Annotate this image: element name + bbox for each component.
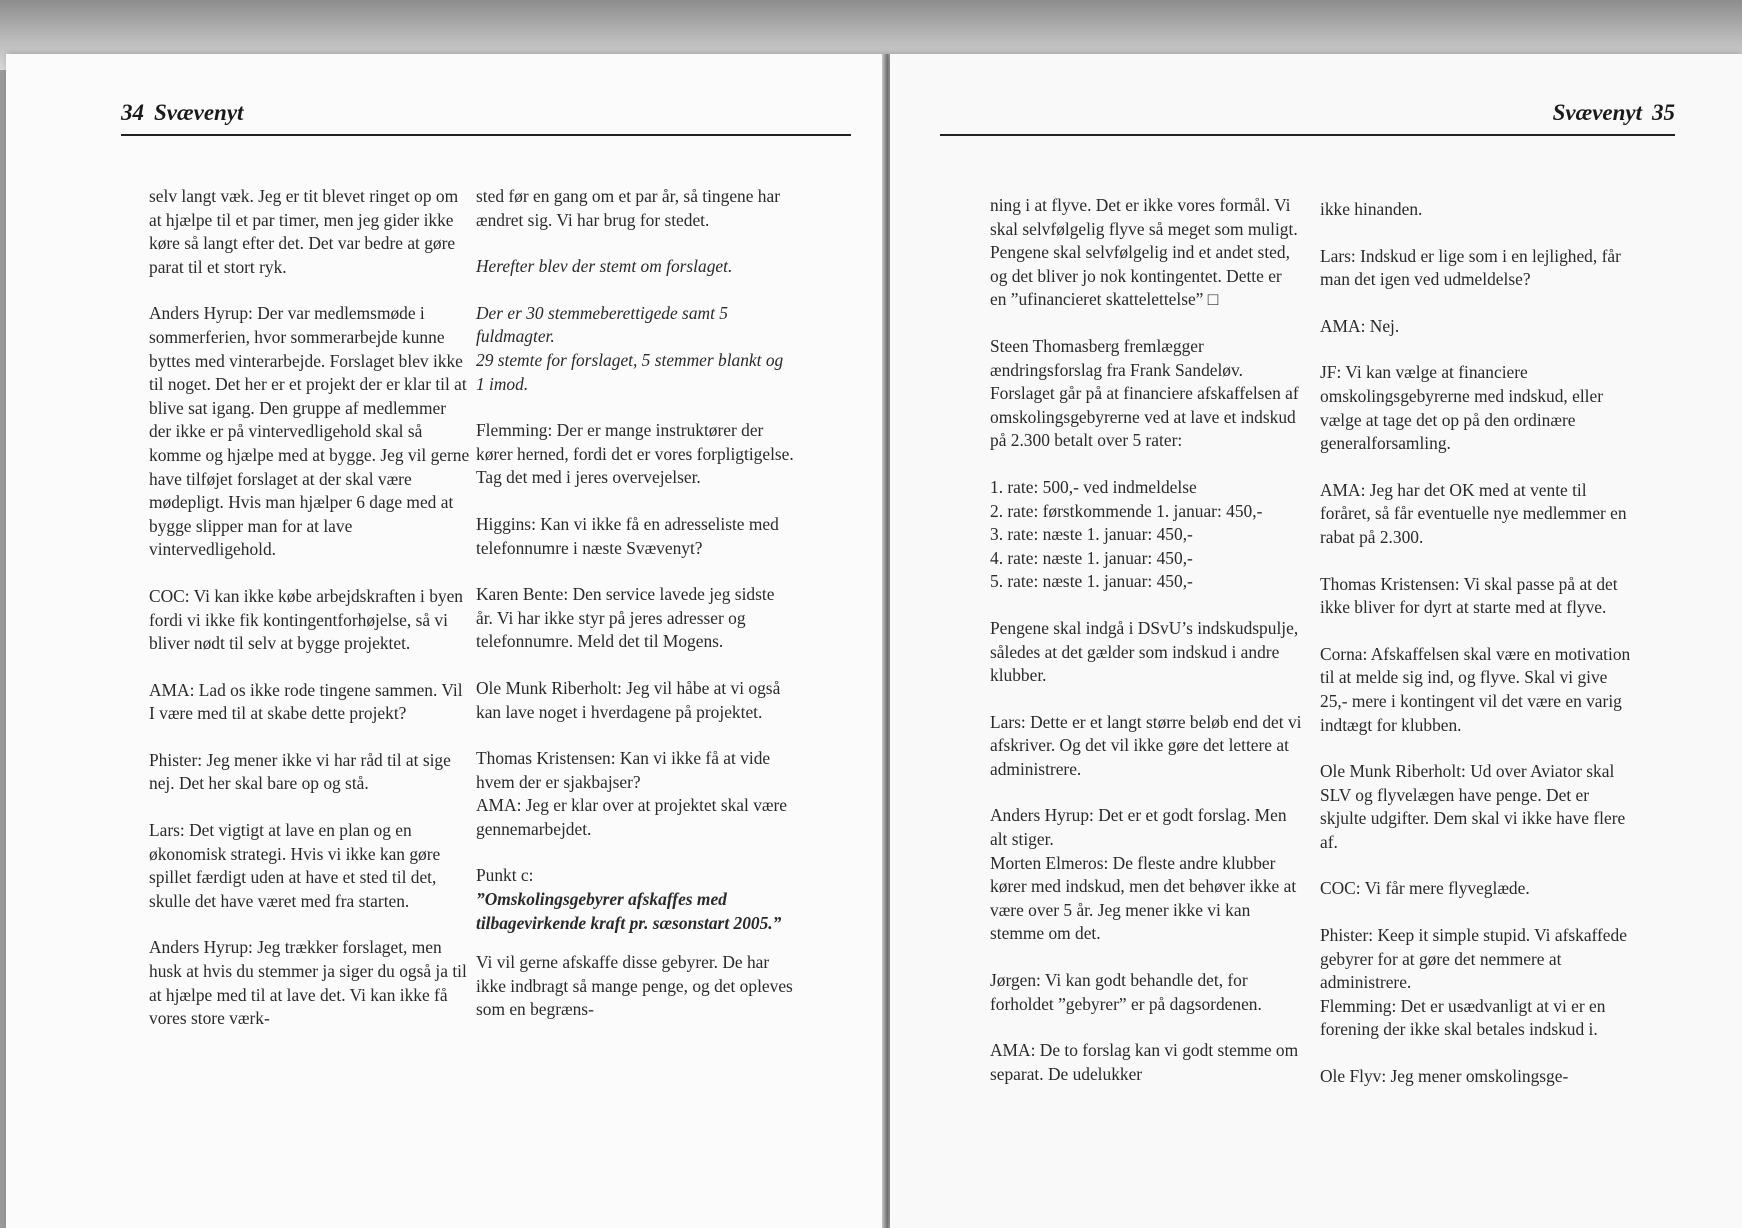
list-item: 1. rate: 500,- ved indmeldelse (990, 476, 1197, 497)
header-rule (121, 134, 851, 136)
list-item: 5. rate: næste 1. januar: 450,- (990, 571, 1193, 592)
vote-note: Herefter blev der stemt om forslaget. (476, 256, 733, 277)
paragraph: AMA: Lad os ikke rode tingene sammen. Vil I være med til at skabe dette projekt? (149, 679, 463, 724)
left-column-1 (149, 185, 471, 1031)
header-rule (940, 134, 1675, 136)
paragraph: Steen Thomasberg fremlægger ændringsforslag fra Frank Sandeløv. Forslaget går på at financiere afskaffelsen af omskolingsgebyrerne ved at lave et indskud på 2.300 betalt over 5 rater: (990, 335, 1299, 451)
paragraph: COC: Vi får mere flyveglæde. (1320, 878, 1530, 899)
paragraph: Morten Elmeros: De fleste andre klubber kører med indskud, men det behøver ikke at være over 5 år. Jeg mener ikke vi kan stemme om det. (990, 852, 1297, 944)
right-page (890, 54, 1742, 1228)
vote-result: 29 stemte for forslaget, 5 stemmer blankt og 1 imod. (476, 349, 784, 394)
paragraph: Phister: Jeg mener ikke vi har råd til at sige nej. Det her skal bare op og stå. (149, 749, 451, 794)
agenda-proposal: ”Omskolingsgebyrer afskaffes med tilbagevirkende kraft pr. sæsonstart 2005.” (476, 889, 782, 933)
paragraph: Corna: Afskaffelsen skal være en motivation til at melde sig ind, og flyve. Skal vi give 25,- mere i kontingent vil det være en varig indtægt for klubben. (1320, 643, 1631, 735)
paragraph: ning i at flyve. Det er ikke vores formål. Vi skal selvfølgelig flyve så meget som muligt. Pengene skal selvfølgelig ind et andet sted, og det bliver jo nok kontingentet. Dette er en ”ufinancieret skattelettelse” □ (990, 195, 1298, 310)
paragraph: AMA: Jeg har det OK med at vente til foråret, så får eventuelle nye medlemmer en rabat på 2.300. (1320, 479, 1627, 547)
paragraph: Lars: Indskud er lige som i en lejlighed, får man det igen ved udmeldelse? (1320, 245, 1621, 290)
paragraph: Lars: Det vigtigt at lave en plan og en økonomisk strategi. Hvis vi ikke kan gøre spillet færdigt uden at have et sted til det, skulle det have været med fra starten. (149, 820, 441, 911)
paragraph: ikke hinanden. (1320, 199, 1423, 219)
paragraph: Thomas Kristensen: Vi skal passe på at det ikke bliver for dyrt at starte med at flyve. (1320, 573, 1618, 618)
paragraph: Ole Munk Riberholt: Jeg vil håbe at vi også kan lave noget i hverdagene på projektet. (476, 677, 781, 722)
paragraph: selv langt væk. Jeg er tit blevet ringet op om at hjælpe til et par timer, men jeg gider ikke køre så langt efter det. Det var bedre at gøre parat til et stort ryk. (149, 186, 459, 277)
paragraph: Ole Flyv: Jeg mener omskolingsge- (1320, 1066, 1569, 1087)
right-page-header (940, 100, 1675, 134)
vote-count: Der er 30 stemmeberettigede samt 5 fuldmagter. (476, 302, 728, 347)
paragraph: Flemming: Der er mange instruktører der kører herned, fordi det er vores forpligtigelse. Tag det med i jeres overvejelser. (476, 420, 794, 488)
paragraph: AMA: De to forslag kan vi godt stemme om separat. De udelukker (990, 1040, 1299, 1084)
right-column-2 (1320, 198, 1638, 1089)
left-page-header (121, 100, 851, 134)
rate-list (990, 476, 1302, 594)
page-number: 35 (1652, 100, 1675, 125)
paragraph: Anders Hyrup: Jeg trækker forslaget, men husk at hvis du stemmer ja siger du også ja til at hjælpe med til at lave det. Vi kan ikke få vores store værk- (149, 937, 467, 1029)
publication-title: Svævenyt (1552, 100, 1642, 125)
paragraph: Thomas Kristensen: Kan vi ikke få at vide hvem der er sjakbajser? (476, 748, 771, 792)
paragraph: Flemming: Det er usædvanligt at vi er en forening der ikke skal betales indskud i. (1320, 995, 1606, 1040)
publication-title: Svævenyt (154, 100, 244, 125)
paragraph: Pengene skal indgå i DSvU’s indskudspulje, således at det gælder som indskud i andre klubber. (990, 617, 1299, 686)
paragraph: Karen Bente: Den service lavede jeg sidste år. Vi har ikke styr på jeres adresser og telefonnumre. Meld det til Mogens. (476, 584, 775, 652)
agenda-point: Punkt c: (476, 865, 534, 886)
paragraph: Anders Hyrup: Det er et godt forslag. Men alt stiger. (990, 805, 1287, 850)
left-page (6, 54, 886, 1228)
paragraph: Vi vil gerne afskaffe disse gebyrer. De har ikke indbragt så mange penge, og det opleves som en begræns- (476, 952, 793, 1020)
paragraph: AMA: Jeg er klar over at projektet skal være gennemarbejdet. (476, 795, 788, 839)
paragraph: JF: Vi kan vælge at financiere omskolingsgebyrerne med indskud, eller vælge at tage det op på den ordinære generalforsamling. (1320, 362, 1604, 454)
list-item: 2. rate: førstkommende 1. januar: 450,- (990, 500, 1263, 521)
list-item: 4. rate: næste 1. januar: 450,- (990, 547, 1193, 568)
paragraph: Jørgen: Vi kan godt behandle det, for forholdet ”gebyrer” er på dagsordenen. (990, 970, 1262, 1014)
paragraph: sted før en gang om et par år, så tingene har ændret sig. Vi har brug for stedet. (476, 186, 781, 230)
right-column-1 (990, 194, 1302, 1086)
left-column-2 (476, 185, 794, 1022)
paragraph: Higgins: Kan vi ikke få en adresseliste med telefonnumre i næste Svævenyt? (476, 513, 779, 558)
paragraph: AMA: Nej. (1320, 315, 1400, 336)
paragraph: Anders Hyrup: Der var medlemsmøde i sommerferien, hvor sommerarbejde kunne byttes med vinterarbejde. Forslaget blev ikke til noget. Det her er et projekt der er klar til at blive sat igang. Den gruppe af medlemmer der ikke er på vintervedligehold skal så komme og hjælpe med at bygge. Jeg vil gerne have tilføjet forslaget at der skal være mødepligt. Hvis man hjælper 6 dage med at bygge slipper man for at lave vintervedligehold. (149, 303, 470, 560)
paragraph: COC: Vi kan ikke købe arbejdskraften i byen fordi vi ikke fik kontingentforhøjelse, så vi bliver nødt til selv at bygge projektet. (149, 585, 464, 654)
paragraph: Lars: Dette er et langt større beløb end det vi afskriver. Og det vil ikke gøre det lettere at administrere. (990, 711, 1302, 779)
paragraph: Phister: Keep it simple stupid. Vi afskaffede gebyrer for at gøre det nemmere at administrere. (1320, 925, 1627, 993)
paragraph: Ole Munk Riberholt: Ud over Aviator skal SLV og flyvelægen have penge. Det er skjulte udgifter. Dem skal vi ikke have flere af. (1320, 761, 1626, 852)
list-item: 3. rate: næste 1. januar: 450,- (990, 524, 1193, 545)
page-number: 34 (121, 100, 144, 125)
